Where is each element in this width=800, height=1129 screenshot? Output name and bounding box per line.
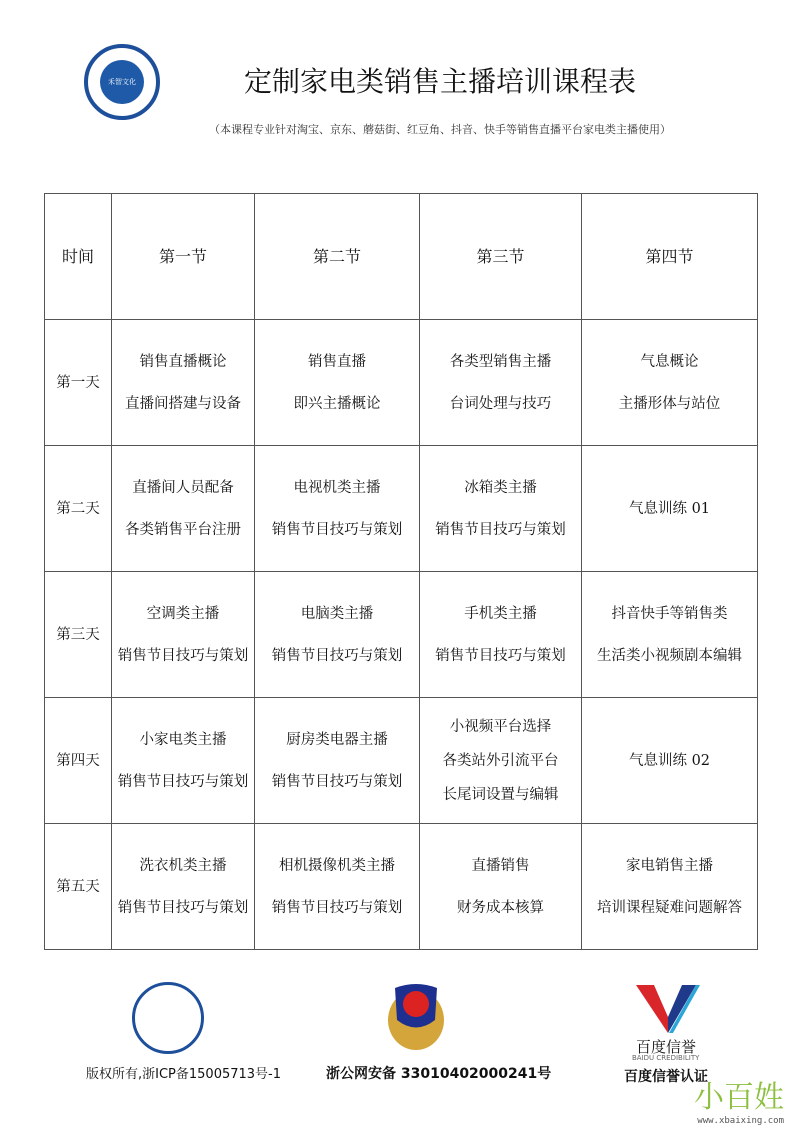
baidu-cert: 百度信誉认证 <box>624 1069 708 1085</box>
course-topic: 销售节目技巧与策划 <box>271 521 403 538</box>
course-topic: 即兴主播概论 <box>293 395 381 412</box>
table-row <box>45 572 758 698</box>
course-topic: 生活类小视频剧本编辑 <box>597 647 742 664</box>
course-topic: 长尾词设置与编辑 <box>442 786 559 803</box>
course-topic: 销售节目技巧与策划 <box>435 647 566 664</box>
table-row <box>45 446 758 572</box>
page-subtitle: （本课程专业针对淘宝、京东、蘑菇街、红豆角、抖音、快手等销售直播平台家电类主播使用） <box>209 123 671 136</box>
course-topic: 培训课程疑难问题解答 <box>597 899 742 916</box>
session-cell <box>255 446 420 572</box>
session-cell <box>255 320 420 446</box>
watermark <box>694 1072 784 1126</box>
course-topic: 销售节目技巧与策划 <box>117 899 249 916</box>
course-topic: 厨房类电器主播 <box>286 731 388 748</box>
session-cell <box>420 446 582 572</box>
watermark-text: 小百姓 <box>694 1080 784 1115</box>
session-cell <box>112 572 255 698</box>
session-cell <box>582 446 758 572</box>
course-topic: 台词处理与技巧 <box>449 395 552 412</box>
course-topic: 直播间搭建与设备 <box>125 395 241 412</box>
session-cell <box>112 824 255 950</box>
day-label: 第三天 <box>45 572 112 698</box>
day-label: 第五天 <box>45 824 112 950</box>
session-cell <box>582 320 758 446</box>
course-topic: 销售节目技巧与策划 <box>435 521 566 538</box>
company-logo <box>84 44 160 120</box>
day-label: 第二天 <box>45 446 112 572</box>
course-topic: 销售节目技巧与策划 <box>271 773 403 790</box>
session-cell <box>255 698 420 824</box>
course-topic: 销售节目技巧与策划 <box>117 773 249 790</box>
session-cell <box>420 698 582 824</box>
column-header: 第三节 <box>420 194 582 320</box>
course-topic: 电视机类主播 <box>293 479 381 496</box>
course-topic: 气息训练 02 <box>628 752 711 769</box>
course-topic: 空调类主播 <box>146 605 220 622</box>
course-topic: 财务成本核算 <box>457 899 544 916</box>
course-topic: 销售节目技巧与策划 <box>271 899 403 916</box>
course-topic: 小家电类主播 <box>139 731 227 748</box>
course-topic: 抖音快手等销售类 <box>611 605 728 622</box>
column-header: 第四节 <box>582 194 758 320</box>
column-header: 第二节 <box>255 194 420 320</box>
day-label: 第一天 <box>45 320 112 446</box>
course-topic: 气息概论 <box>640 353 699 370</box>
company-seal-icon <box>132 982 204 1054</box>
course-topic: 销售直播概论 <box>139 353 227 370</box>
column-header: 时间 <box>45 194 112 320</box>
table-header-row <box>45 194 758 320</box>
baidu-en: BAIDU CREDIBILITY <box>632 1054 700 1062</box>
course-topic: 销售节目技巧与策划 <box>117 647 249 664</box>
course-topic: 电脑类主播 <box>300 605 374 622</box>
session-cell <box>582 572 758 698</box>
icp-license: 版权所有,浙ICP备15005713号-1 <box>86 1067 282 1082</box>
course-topic: 洗衣机类主播 <box>139 857 227 874</box>
course-topic: 销售节目技巧与策划 <box>271 647 403 664</box>
course-topic: 相机摄像机类主播 <box>279 857 395 874</box>
baidu-name: 百度信誉 <box>636 1038 697 1056</box>
session-cell <box>112 698 255 824</box>
session-cell <box>112 446 255 572</box>
session-cell <box>420 320 582 446</box>
session-cell <box>255 824 420 950</box>
logo-text: 禾智文化 <box>100 60 144 104</box>
page-title: 定制家电类销售主播培训课程表 <box>243 65 636 98</box>
course-topic: 各类站外引流平台 <box>442 752 559 769</box>
course-topic: 手机类主播 <box>464 605 537 622</box>
session-cell <box>420 824 582 950</box>
watermark-url: www.xbaixing.com <box>697 1116 784 1126</box>
session-cell <box>112 320 255 446</box>
course-topic: 冰箱类主播 <box>464 479 537 496</box>
course-topic: 直播销售 <box>471 857 530 874</box>
course-topic: 销售直播 <box>308 353 366 370</box>
table-row <box>45 320 758 446</box>
baidu-credibility-icon <box>636 985 700 1033</box>
course-topic: 各类销售平台注册 <box>125 521 241 538</box>
police-record: 浙公网安备 33010402000241号 <box>326 1066 552 1082</box>
course-topic: 直播间人员配备 <box>132 479 234 496</box>
course-topic: 小视频平台选择 <box>449 718 552 735</box>
police-emblem-icon <box>385 980 447 1052</box>
column-header: 第一节 <box>112 194 255 320</box>
course-schedule-table <box>44 193 758 950</box>
table-row <box>45 698 758 824</box>
session-cell <box>582 698 758 824</box>
session-cell <box>255 572 420 698</box>
session-cell <box>420 572 582 698</box>
session-cell <box>582 824 758 950</box>
course-topic: 家电销售主播 <box>626 857 713 874</box>
course-topic: 主播形体与站位 <box>618 395 721 412</box>
day-label: 第四天 <box>45 698 112 824</box>
course-topic: 各类型销售主播 <box>449 353 552 370</box>
course-topic: 气息训练 01 <box>628 500 711 517</box>
table-row <box>45 824 758 950</box>
